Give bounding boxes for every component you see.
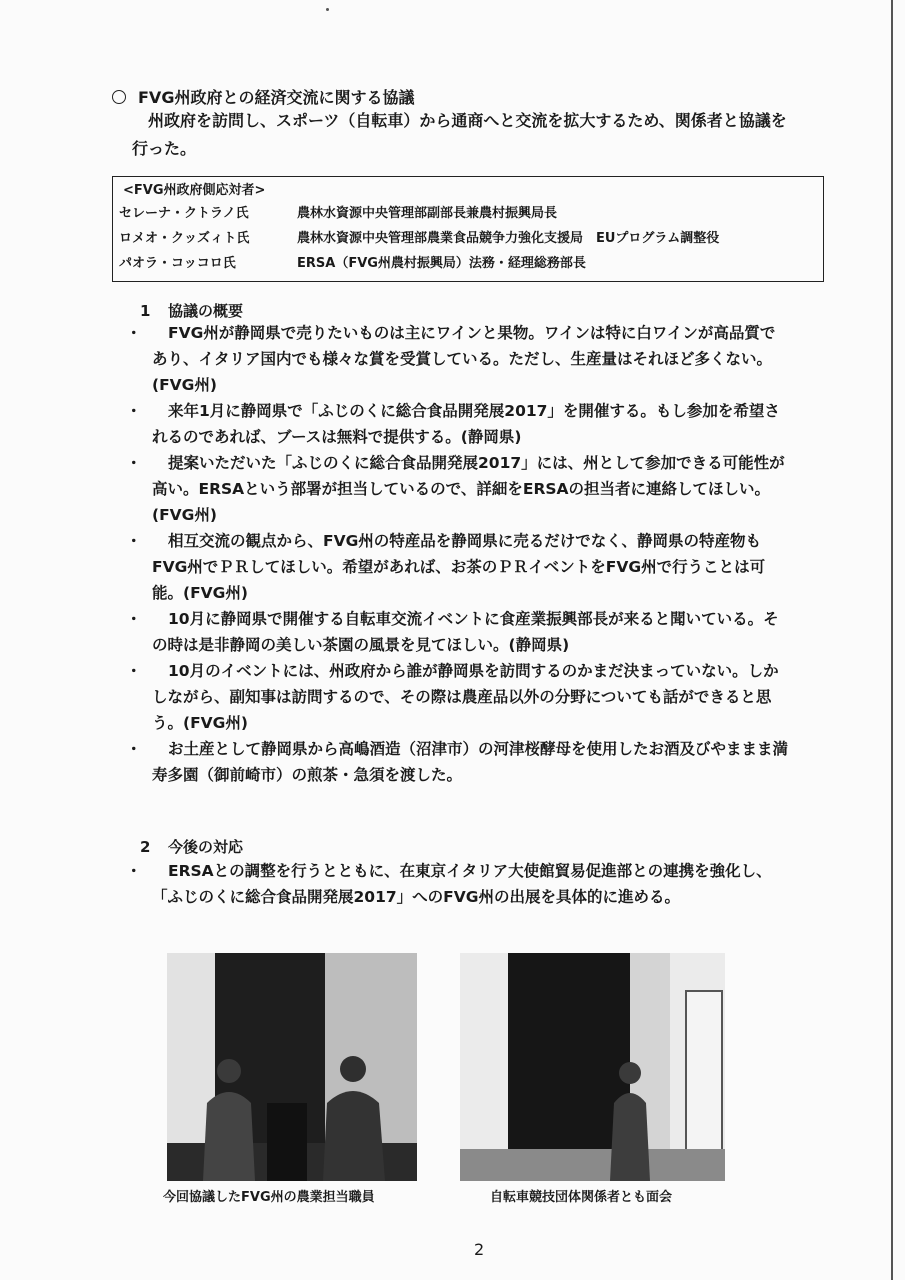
person-name: パオラ・コッコロ氏 <box>119 256 236 271</box>
counterparts-title: <FVG州政府側応対者> <box>123 183 266 198</box>
list-item: ・ FVG州が静岡県で売りたいものは主にワインと果物。ワインは特に白ワインが高品質であり、イタリア国内でも様々な賞を受賞している。ただし、生産量はそれほど多くない。(FVG州) <box>130 320 790 398</box>
counterparts-box <box>112 176 824 282</box>
person-role: ERSA（FVG州農村振興局）法務・経理総務部長 <box>297 256 586 271</box>
person-role: 農林水資源中央管理部副部長兼農村振興局長 <box>297 206 558 221</box>
list-item: ・ ERSAとの調整を行うとともに、在東京イタリア大使館貿易促進部との連携を強化し、「ふじのくに総合食品開発展2017」へのFVG州の出展を具体的に進める。 <box>130 858 790 910</box>
person-row <box>119 201 817 226</box>
person-row <box>119 226 817 251</box>
person-name: ロメオ・クッズィト氏 <box>119 231 250 246</box>
photo-caption: 今回協議したFVG州の農業担当職員 <box>163 1190 375 1205</box>
heading-text: FVG州政府との経済交流に関する協議 <box>138 88 415 107</box>
section-title-text: 今後の対応 <box>168 838 244 856</box>
person-name: セレーナ・クトラノ氏 <box>119 206 249 221</box>
photo-cycling-association <box>460 953 725 1181</box>
person-role: 農林水資源中央管理部農業食品競争力強化支援局 EUプログラム調整役 <box>297 231 720 246</box>
photo-meeting <box>167 953 417 1181</box>
section-2-title <box>140 836 243 857</box>
section-number: 2 <box>140 838 151 856</box>
photo-meeting-image <box>167 953 417 1181</box>
section-heading <box>112 85 414 108</box>
section-number: 1 <box>140 302 151 320</box>
circle-bullet-icon <box>112 90 126 104</box>
list-item: ・ 10月に静岡県で開催する自転車交流イベントに食産業振興部長が来ると聞いている。その時は是非静岡の美しい茶園の風景を見てほしい。(静岡県) <box>130 606 790 658</box>
scan-artifact <box>326 8 329 11</box>
list-item: ・ 提案いただいた「ふじのくに総合食品開発展2017」には、州として参加できる可能性が高い。ERSAという部署が担当しているので、詳細をERSAの担当者に連絡してほしい。(FVG州) <box>130 450 790 528</box>
section-1-title <box>140 300 243 321</box>
section-2-bullets <box>130 858 790 910</box>
page-number: 2 <box>474 1240 485 1259</box>
section-title-text: 協議の概要 <box>168 302 244 320</box>
list-item: ・ 来年1月に静岡県で「ふじのくに総合食品開発展2017」を開催する。もし参加を希望されるのであれば、ブースは無料で提供する。(静岡県) <box>130 398 790 450</box>
photo-caption: 自転車競技団体関係者とも面会 <box>490 1190 673 1205</box>
photo-cycling-image <box>460 953 725 1181</box>
list-item: ・ 相互交流の観点から、FVG州の特産品を静岡県に売るだけでなく、静岡県の特産物もFVG州でＰＲしてほしい。希望があれば、お茶のＰＲイベントをFVG州で行うことは可能。(FVG州) <box>130 528 790 606</box>
section-1-bullets <box>130 320 790 788</box>
intro-paragraph: 州政府を訪問し、スポーツ（自転車）から通商へと交流を拡大するため、関係者と協議を行った。 <box>132 111 787 158</box>
person-row <box>119 251 817 276</box>
list-item: ・ お土産として静岡県から高嶋酒造（沼津市）の河津桜酵母を使用したお酒及びやままま満寿多園（御前崎市）の煎茶・急須を渡した。 <box>130 736 790 788</box>
list-item: ・ 10月のイベントには、州政府から誰が静岡県を訪問するのかまだ決まっていない。しかしながら、副知事は訪問するので、その際は農産品以外の分野についても話ができると思う。(FVG州) <box>130 658 790 736</box>
page-edge-line <box>891 0 893 1280</box>
